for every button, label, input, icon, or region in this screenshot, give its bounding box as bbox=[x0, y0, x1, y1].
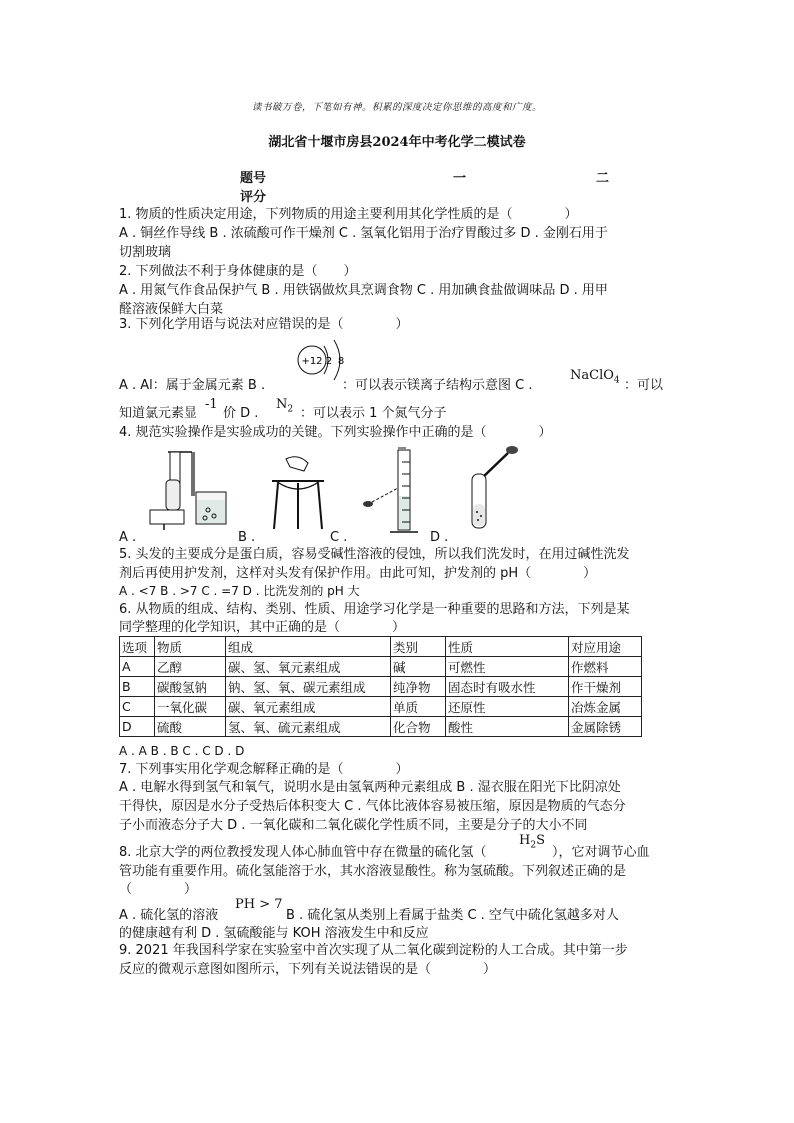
q6-stem: 6. 从物质的组成、结构、类别、性质、用途学习化学是一种重要的思路和方法，下列是某 bbox=[119, 602, 630, 617]
table-header-row bbox=[120, 637, 642, 657]
motto: 读书破万卷，下笔如有神。积累的深度决定你思维的高度和广度。 bbox=[251, 102, 542, 113]
naclo4-formula: NaClO$_4$ bbox=[570, 368, 620, 386]
q7-stem: 7. 下列事实用化学观念解释正确的是（ ） bbox=[119, 762, 409, 777]
n2-formula: $N_2$ bbox=[276, 397, 294, 415]
table-cell: A bbox=[120, 657, 155, 677]
q8-option-a: A . 硫化氢的溶液 bbox=[119, 908, 219, 923]
q8-options-cont: 的健康越有利 D . 氢硫酸能与 KOH 溶液发生中和反应 bbox=[119, 926, 429, 941]
valence-value: -1 bbox=[205, 397, 218, 412]
table-cell: 冶炼金属 bbox=[569, 697, 642, 717]
table-cell: C bbox=[120, 697, 155, 717]
q4-option-c: C . bbox=[330, 530, 348, 545]
q3-option-c-text: ：可以 bbox=[624, 378, 664, 393]
q9-stem: 9. 2021 年我国科学家在实验室中首次实现了从二氧化碳到淀粉的人工合成。其中第一步 bbox=[119, 943, 628, 958]
q2-stem: 2. 下列做法不利于身体健康的是（ ） bbox=[119, 264, 357, 279]
apparatus-a-gas-collection bbox=[150, 450, 230, 530]
table-cell: 碳酸氢钠 bbox=[155, 677, 226, 697]
table-cell: 乙醇 bbox=[155, 657, 226, 677]
table-cell: 氢、氧、硫元素组成 bbox=[226, 717, 391, 737]
table-cell: 碱 bbox=[391, 657, 446, 677]
q3-option-d-text: ：可以表示 1 个氮气分子 bbox=[300, 406, 447, 421]
table-row bbox=[120, 697, 642, 717]
table-cell: 单质 bbox=[391, 697, 446, 717]
table-cell: 作燃料 bbox=[569, 657, 642, 677]
q4-option-a: A . bbox=[119, 530, 137, 545]
score-label-number: 题号 bbox=[240, 171, 267, 186]
table-cell: 固态时有吸水性 bbox=[446, 677, 569, 697]
score-label-score: 评分 bbox=[240, 190, 267, 205]
q4-stem: 4. 规范实验操作是实验成功的关键。下列实验操作中正确的是（ ） bbox=[119, 425, 552, 440]
q5-stem: 5. 头发的主要成分是蛋白质，容易受碱性溶液的侵蚀，所以我们洗发时，在用过碱性洗发 bbox=[119, 547, 630, 562]
score-col-1: 一 bbox=[453, 171, 467, 186]
ph-expression: PH > 7 bbox=[235, 897, 283, 912]
table-cell: 还原性 bbox=[446, 697, 569, 717]
table-cell: 硫酸 bbox=[155, 717, 226, 737]
page-title: 湖北省十堰市房县2024年中考化学二模试卷 bbox=[268, 135, 526, 150]
apparatus-d-test-tube-dropper bbox=[466, 444, 526, 534]
q4-option-d: D . bbox=[430, 530, 449, 545]
q3-option-c-cont: 知道氯元素显 bbox=[119, 406, 198, 421]
table-cell: 酸性 bbox=[446, 717, 569, 737]
q5-stem-cont: 剂后再使用护发剂，这样对头发有保护作用。由此可知，护发剂的 pH（ ） bbox=[119, 566, 597, 581]
table-row bbox=[120, 677, 642, 697]
q3-option-a-b: A . Al：属于金属元素 B . bbox=[119, 378, 266, 393]
ion-nucleus-label: +12 bbox=[301, 356, 323, 367]
table-header-cell: 类别 bbox=[391, 637, 446, 657]
q8-stem-cont: 管功能有重要作用。硫化氢能溶于水，其水溶液显酸性。称为氢硫酸。下列叙述正确的是 bbox=[119, 864, 627, 879]
q6-options: A . A B . B C . C D . D bbox=[119, 744, 245, 758]
table-header-cell: 选项 bbox=[120, 637, 155, 657]
q6-stem-cont: 同学整理的化学知识，其中正确的是（ ） bbox=[119, 620, 406, 635]
table-cell: D bbox=[120, 717, 155, 737]
table-cell: 金属除锈 bbox=[569, 717, 642, 737]
q8-stem-paren: （ ） bbox=[119, 882, 198, 897]
ion-shell1-label: 2 bbox=[325, 356, 333, 367]
q7-options: A . 电解水得到氢气和氧气，说明水是由氢氧两种元素组成 B . 湿衣服在阳光下比阴凉处 bbox=[119, 780, 621, 795]
table-cell: 碳、氧元素组成 bbox=[226, 697, 391, 717]
apparatus-c-graduated-cylinder bbox=[358, 448, 418, 538]
table-header-cell: 对应用途 bbox=[569, 637, 642, 657]
table-cell: 一氧化碳 bbox=[155, 697, 226, 717]
q5-options: A . <7 B . >7 C . =7 D . 比洗发剂的 pH 大 bbox=[119, 584, 360, 598]
q2-options-cont: 醛溶液保鲜大白菜 bbox=[119, 302, 224, 317]
q7-options-cont2: 子小而液态分子大 D . 一氧化碳和二氧化碳化学性质不同，主要是分子的大小不同 bbox=[119, 818, 588, 833]
q8-options: B . 硫化氢从类别上看属于盐类 C . 空气中硫化氢越多对人 bbox=[286, 908, 619, 923]
q3-stem: 3. 下列化学用语与说法对应错误的是（ ） bbox=[119, 317, 409, 332]
q3-option-b-text: ：可以表示镁离子结构示意图 C . bbox=[342, 378, 533, 393]
q7-options-cont1: 干得快，原因是水分子受热后体积变大 C . 气体比液体容易被压缩，原因是物质的气态分 bbox=[119, 799, 626, 814]
q9-stem-cont: 反应的微观示意图如图所示，下列有关说法错误的是（ ） bbox=[119, 962, 497, 977]
table-row bbox=[120, 717, 642, 737]
table-cell: 纯净物 bbox=[391, 677, 446, 697]
ion-shell2-label: 8 bbox=[337, 356, 345, 367]
table-cell: 可燃性 bbox=[446, 657, 569, 677]
h2s-formula: $H_2S$ bbox=[519, 833, 545, 851]
score-col-2: 二 bbox=[596, 171, 610, 186]
q1-options: A . 铜丝作导线 B . 浓硫酸可作干燥剂 C . 氢氧化铝用于治疗胃酸过多 D . 金刚石用于 bbox=[119, 226, 608, 241]
q6-table bbox=[119, 636, 642, 737]
q8-stem-tail: ），它对调节心血 bbox=[552, 845, 650, 860]
q2-options: A . 用氮气作食品保护气 B . 用铁锅做炊具烹调食物 C . 用加碘食盐做调味品 D . 用甲 bbox=[119, 283, 608, 298]
q8-stem: 8. 北京大学的两位教授发现人体心肺血管中存在微量的硫化氢（ bbox=[119, 845, 487, 860]
q1-stem: 1. 物质的性质决定用途，下列物质的用途主要利用其化学性质的是（ ） bbox=[119, 207, 578, 222]
apparatus-b-tripod bbox=[268, 455, 328, 531]
q1-options-cont: 切割玻璃 bbox=[119, 245, 172, 260]
table-cell: 化合物 bbox=[391, 717, 446, 737]
table-header-cell: 物质 bbox=[155, 637, 226, 657]
table-cell: 钠、氢、氧、碳元素组成 bbox=[226, 677, 391, 697]
table-cell: 作干燥剂 bbox=[569, 677, 642, 697]
table-header-cell: 性质 bbox=[446, 637, 569, 657]
table-cell: B bbox=[120, 677, 155, 697]
q4-option-b: B . bbox=[238, 530, 256, 545]
table-cell: 碳、氢、氧元素组成 bbox=[226, 657, 391, 677]
table-row bbox=[120, 657, 642, 677]
q3-option-d: 价 D . bbox=[223, 406, 259, 421]
table-header-cell: 组成 bbox=[226, 637, 391, 657]
